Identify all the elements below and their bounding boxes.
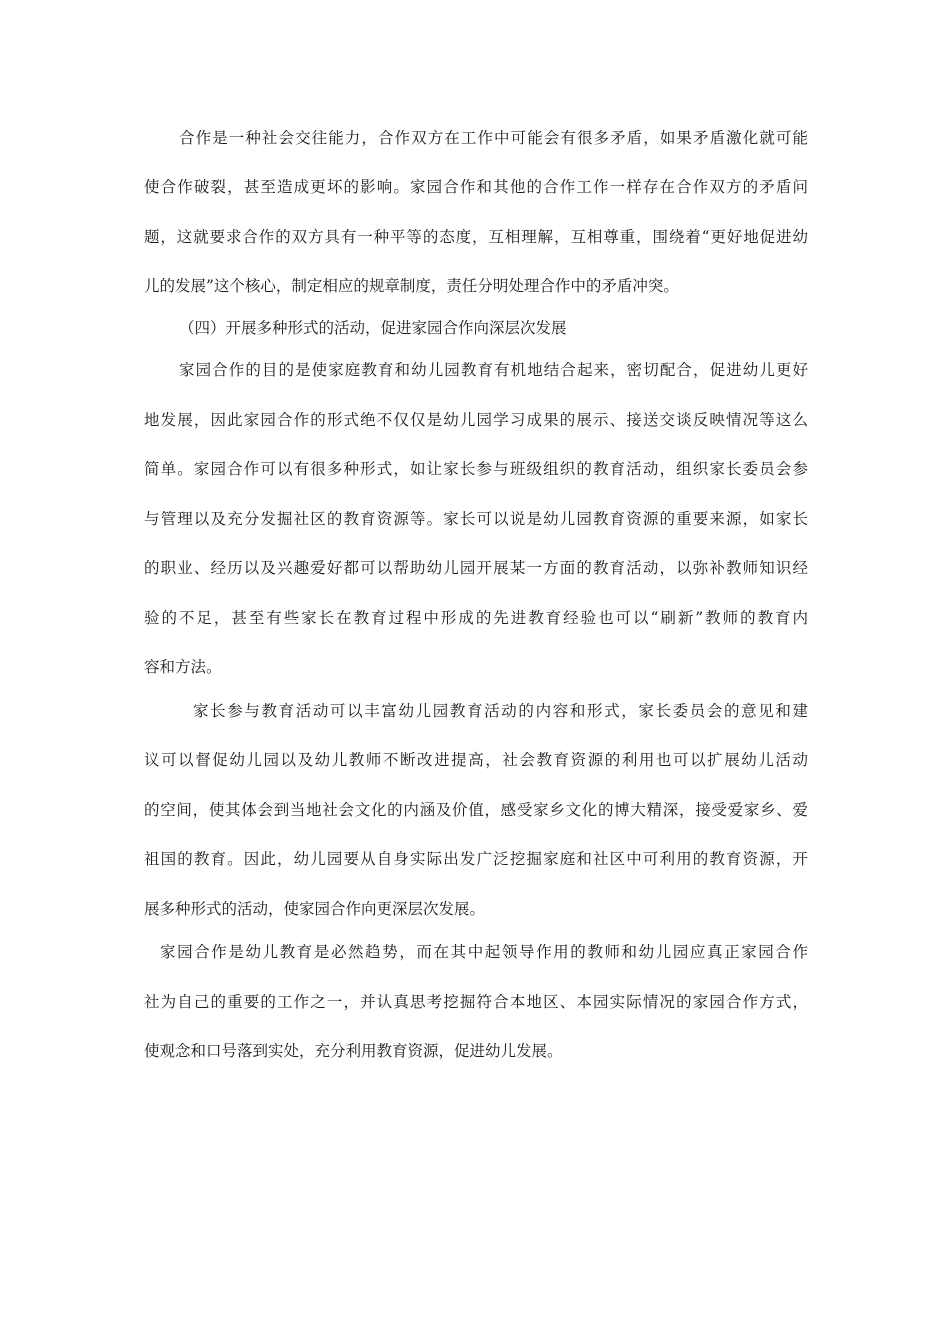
paragraph-4-line-1: 家园合作是幼儿教育是必然趋势，而在其中起领导作用的教师和幼儿园应真正家园合作 [160, 943, 808, 961]
paragraph-3-line-1: 家长参与教育活动可以丰富幼儿园教育活动的内容和形式，家长委员会的意见和建 [193, 702, 808, 720]
paragraph-3-line-2: 议可以督促幼儿园以及幼儿教师不断改进提高，社会教育资源的利用也可以扩展幼儿活动 [144, 751, 808, 769]
paragraph-4-line-2: 社为自己的重要的工作之一，并认真思考挖掘符合本地区、本园实际情况的家园合作方式， [144, 993, 808, 1011]
paragraph-2-line-1: 家园合作的目的是使家庭教育和幼儿园教育有机地结合起来，密切配合，促进幼儿更好 [179, 361, 808, 379]
paragraph-3-line-3: 的空间，使其体会到当地社会文化的内涵及价值，感受家乡文化的博大精深，接受爱家乡、爱 [144, 801, 808, 819]
paragraph-1-line-1: 合作是一种社会交往能力，合作双方在工作中可能会有很多矛盾，如果矛盾激化就可能 [179, 129, 808, 147]
paragraph-1-line-4: 儿的发展”这个核心，制定相应的规章制度，责任分明处理合作中的矛盾冲突。 [144, 277, 679, 295]
paragraph-2-line-3: 简单。家园合作可以有很多种形式，如让家长参与班级组织的教育活动，组织家长委员会参 [144, 460, 808, 478]
paragraph-2-line-2: 地发展，因此家园合作的形式绝不仅仅是幼儿园学习成果的展示、接送交谈反映情况等这么 [144, 411, 808, 429]
paragraph-2-line-6: 验的不足，甚至有些家长在教育过程中形成的先进教育经验也可以“刷新”教师的教育内 [144, 609, 808, 627]
paragraph-2-line-7: 容和方法。 [144, 658, 222, 676]
paragraph-1-line-3: 题，这就要求合作的双方具有一种平等的态度，互相理解，互相尊重，围绕着“更好地促进幼 [144, 228, 808, 246]
section-heading: （四）开展多种形式的活动，促进家园合作向深层次发展 [179, 319, 567, 337]
paragraph-2-line-5: 的职业、经历以及兴趣爱好都可以帮助幼儿园开展某一方面的教育活动，以弥补教师知识经 [144, 559, 808, 577]
paragraph-1-line-2: 使合作破裂，甚至造成更坏的影响。家园合作和其他的合作工作一样存在合作双方的矛盾问 [144, 178, 808, 196]
paragraph-4-line-3: 使观念和口号落到实处，充分利用教育资源，促进幼儿发展。 [144, 1042, 563, 1060]
paragraph-3-line-4: 祖国的教育。因此，幼儿园要从自身实际出发广泛挖掘家庭和社区中可利用的教育资源，开 [144, 850, 808, 868]
paragraph-3-line-5: 展多种形式的活动，使家园合作向更深层次发展。 [144, 900, 486, 918]
paragraph-2-line-4: 与管理以及充分发掘社区的教育资源等。家长可以说是幼儿园教育资源的重要来源，如家长 [144, 510, 808, 528]
